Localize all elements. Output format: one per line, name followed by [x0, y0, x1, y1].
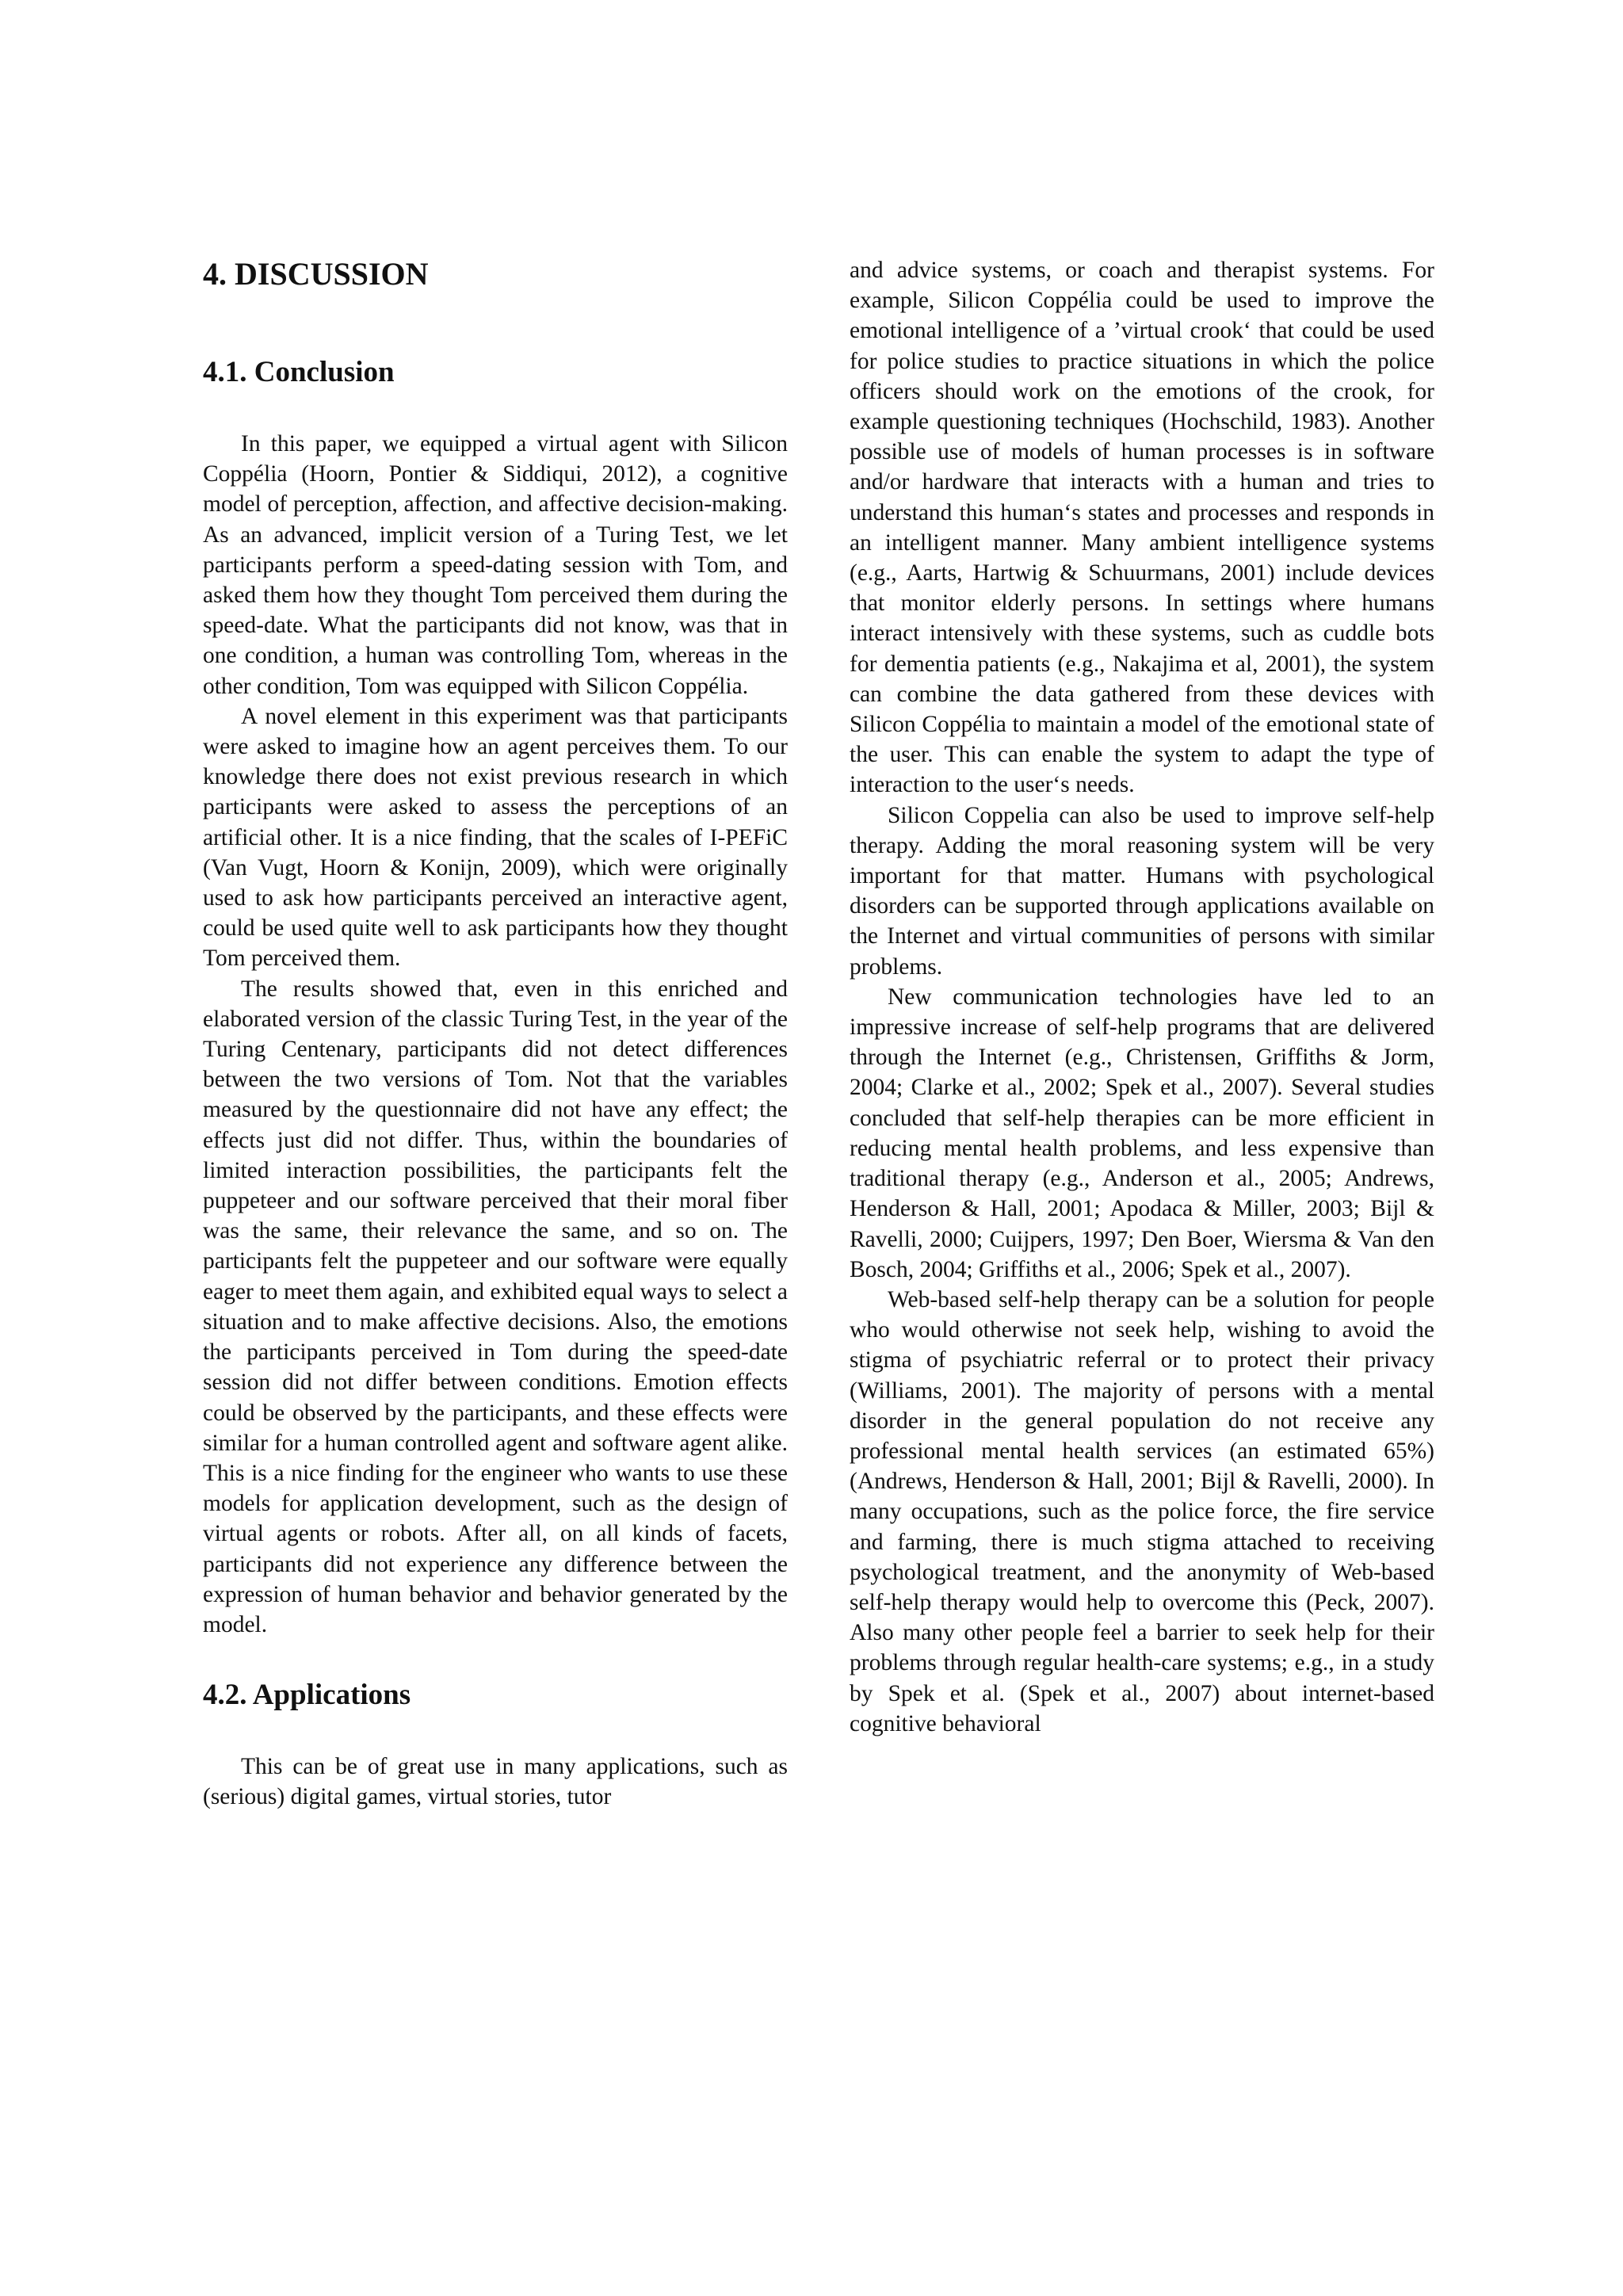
paragraph-continuation: and advice systems, or coach and therapist systems. For example, Silicon Coppélia could be used to improve the emotional intelligence of a ’virtual crook‘ that could be used for police studies to practice situations in which the police officers should work on the emotions of the crook, for example questioning techniques (Hochschild, 1983). Another possible use of models of human processes is in software and/or hardware that interacts with a human and tries to understand this human‘s states and processes and responds in an intelligent manner. Many ambient intelligence systems (e.g., Aarts, Hartwig & Schuurmans, 2001) include devices that monitor elderly persons. In settings where humans interact intensively with these systems, such as cuddle bots for dementia patients (e.g., Nakajima et al, 2001), the system can combine the data gathered from these devices with Silicon Coppélia to maintain a model of the emotional state of the user. This can enable the system to adapt the type of interaction to the user‘s needs. [850, 258, 1434, 798]
paragraph: Web-based self-help therapy can be a solution for people who would otherwise not seek help, wishing to avoid the stigma of psychiatric referral or to protect their privacy (Williams, 2001). The majority of persons with a mental disorder in the general population do not receive any professional mental health services (an estimated 65%) (Andrews, Henderson & Hall, 2001; Bijl & Ravelli, 2000). In many occupations, such as the police force, the fire service and farming, there is much stigma attached to receiving psychological treatment, and the anonymity of Web-based self-help therapy would help to overcome this (Peck, 2007). Also many other people feel a barrier to seek help for their problems through regular health-care systems; e.g., in a study by Spek et al. (Spek et al., 2007) about internet-based cognitive behavioral [850, 1286, 1434, 1736]
paragraph: This can be of great use in many applications, such as (serious) digital games, virtual stories, tutor [203, 1754, 788, 1810]
paragraph: The results showed that, even in this enriched and elaborated version of the classic Turing Test, in the year of the Turing Centenary, participants did not detect differences between the two versions of Tom. Not that the variables measured by the questionnaire did not have any effect; the effects just did not differ. Thus, within the boundaries of limited interaction possibilities, the participants felt the puppeteer and our software perceived that their moral fiber was the same, their relevance the same, and so on. The participants felt the puppeteer and our software were equally eager to meet them again, and exhibited equal ways to select a situation and to make affective decisions. Also, the emotions the participants perceived in Tom during the speed-date session did not differ between conditions. Emotion effects could be observed by the participants, and these effects were similar for a human controlled agent and software agent alike. This is a nice finding for the engineer who wants to use these models for application development, such as the design of virtual agents or robots. After all, on all kinds of facets, participants did not experience any difference between the expression of human behavior and behavior generated by the model. [203, 976, 788, 1637]
left-column [203, 255, 788, 1813]
paragraph: New communication technologies have led to an impressive increase of self-help programs that are delivered through the Internet (e.g., Christensen, Griffiths & Jorm, 2004; Clarke et al., 2002; Spek et al., 2007). Several studies concluded that self-help therapies can be more efficient in reducing mental health problems, and less expensive than traditional therapy (e.g., Anderson et al., 2005; Andrews, Henderson & Hall, 2001; Apodaca & Miller, 2003; Bijl & Ravelli, 2000; Cuijpers, 1997; Den Boer, Wiersma & Van den Bosch, 2004; Griffiths et al., 2006; Spek et al., 2007). [850, 984, 1434, 1282]
paragraph: Silicon Coppelia can also be used to improve self-help therapy. Adding the moral reasoning system will be very important for that matter. Humans with psychological disorders can be supported through applications available on the Internet and virtual communities of persons with similar problems. [850, 802, 1434, 980]
paragraph: A novel element in this experiment was that participants were asked to imagine how an agent perceives them. To our knowledge there does not exist previous research in which participants were asked to assess the perceptions of an artificial other. It is a nice finding, that the scales of I-PEFiC (Van Vugt, Hoorn & Konijn, 2009), which were originally used to ask how participants perceived an interactive agent, could be used quite well to ask participants how they thought Tom perceived them. [203, 703, 788, 972]
section-heading: 4. DISCUSSION [203, 256, 429, 292]
subsection-heading-applications: 4.2. Applications [203, 1679, 411, 1712]
right-column [850, 255, 1434, 1739]
paragraph: In this paper, we equipped a virtual agent with Silicon Coppélia (Hoorn, Pontier & Siddiqui, 2012), a cognitive model of perception, affection, and affective decision-making. As an advanced, implicit version of a Turing Test, we let participants perform a speed-dating session with Tom, and asked them how they thought Tom perceived them during the speed-date. What the participants did not know, was that in one condition, a human was controlling Tom, whereas in the other condition, Tom was equipped with Silicon Coppélia. [203, 431, 788, 699]
subsection-heading-conclusion: 4.1. Conclusion [203, 356, 395, 388]
